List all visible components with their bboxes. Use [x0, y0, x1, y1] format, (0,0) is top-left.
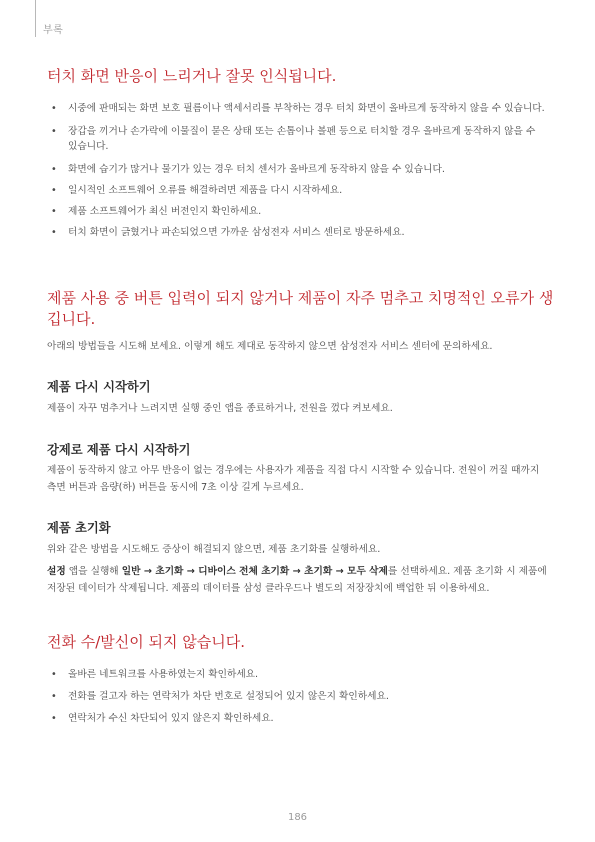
section3-title: 전화 수/발신이 되지 않습니다.: [47, 633, 246, 651]
list-item: • 전화를 걸고자 하는 연락처가 차단 번호로 설정되어 있지 않은지 확인하세요.: [51, 691, 389, 702]
bullet-dot-icon: •: [51, 103, 57, 114]
reset-label-2: 초기화: [304, 566, 333, 577]
section1-title: 터치 화면 반응이 느리거나 잘못 인식됩니다.: [47, 67, 337, 85]
list-item: • 올바른 네트워크를 사용하였는지 확인하세요.: [51, 669, 259, 680]
list-item: • 장갑을 끼거나 손가락에 이물질이 묻은 상태 또는 손톱이나 볼펜 등으로 터치할 경우 올바르게 동작하지 않을 수 있습니다.: [51, 126, 536, 152]
list-item: • 일시적인 소프트웨어 오류를 해결하려면 제품을 다시 시작하세요.: [51, 185, 343, 196]
list-item: • 제품 소프트웨어가 최신 버전인지 확인하세요.: [51, 206, 262, 217]
reset-heading: 제품 초기화: [47, 521, 111, 535]
reset-steps: 설정 앱을 실행해 일반 → 초기화 → 디바이스 전체 초기화 → 초기화 → 모두 삭제를 선택하세요. 제품 초기화 시 제품에 저장된 데이터가 삭제됩니다. 제품의 데이터를 삼성 클라우드나 별도의 저장장치에 백업한 뒤 이용하세요.: [47, 566, 547, 594]
force-restart-text: 제품이 동작하지 않고 아무 반응이 없는 경우에는 사용자가 제품을 직접 다시 시작할 수 있습니다. 전원이 꺼질 때까지 측면 버튼과 음량(하) 버튼을 동시에 7초 이상 길게 누르세요.: [47, 465, 540, 493]
bullet-dot-icon: •: [51, 126, 57, 137]
force-restart-heading: 강제로 제품 다시 시작하기: [47, 443, 191, 457]
general-label: 일반: [121, 566, 141, 577]
section3-bullet-list: [51, 667, 547, 734]
bullet-dot-icon: •: [51, 185, 57, 196]
restart-text: 제품이 자꾸 멈추거나 느려지면 실행 중인 앱을 종료하거나, 전원을 껐다 켜보세요.: [47, 403, 393, 414]
list-item: • 터치 화면이 긁혔거나 파손되었으면 가까운 삼성전자 서비스 센터로 방문하세요.: [51, 227, 405, 238]
section1-bullet-list: [51, 101, 547, 248]
list-item: • 연락처가 수신 차단되어 있지 않은지 확인하세요.: [51, 713, 274, 724]
section-label: 부록: [43, 25, 64, 36]
bullet-dot-icon: •: [51, 669, 57, 680]
list-item: • 화면에 습기가 많거나 물기가 있는 경우 터치 센서가 올바르게 동작하지 않을 수 있습니다.: [51, 164, 445, 175]
section2-title: 제품 사용 중 버튼 입력이 되지 않거나 제품이 자주 멈추고 치명적인 오류가 생깁니다.: [47, 289, 554, 328]
restart-heading: 제품 다시 시작하기: [47, 380, 151, 394]
settings-label: 설정: [47, 566, 66, 577]
section2-intro: 아래의 방법들을 시도해 보세요. 이렇게 해도 제대로 동작하지 않으면 삼성전자 서비스 센터에 문의하세요.: [47, 341, 493, 352]
bullet-dot-icon: •: [51, 713, 57, 724]
bullet-dot-icon: •: [51, 227, 57, 238]
bullet-dot-icon: •: [51, 164, 57, 175]
device-full-reset-label: 디바이스 전체 초기화: [198, 566, 290, 577]
bullet-dot-icon: •: [51, 691, 57, 702]
delete-all-label: 모두 삭제: [347, 566, 388, 577]
list-item: • 시중에 판매되는 화면 보호 필름이나 액세서리를 부착하는 경우 터치 화면이 올바르게 동작하지 않을 수 있습니다.: [51, 103, 545, 114]
page-number: 186: [287, 812, 308, 823]
reset-label: 초기화: [155, 566, 184, 577]
reset-text: 위와 같은 방법을 시도해도 증상이 해결되지 않으면, 제품 초기화를 실행하세요.: [47, 544, 381, 555]
header-rule: [35, 0, 36, 37]
bullet-dot-icon: •: [51, 206, 57, 217]
